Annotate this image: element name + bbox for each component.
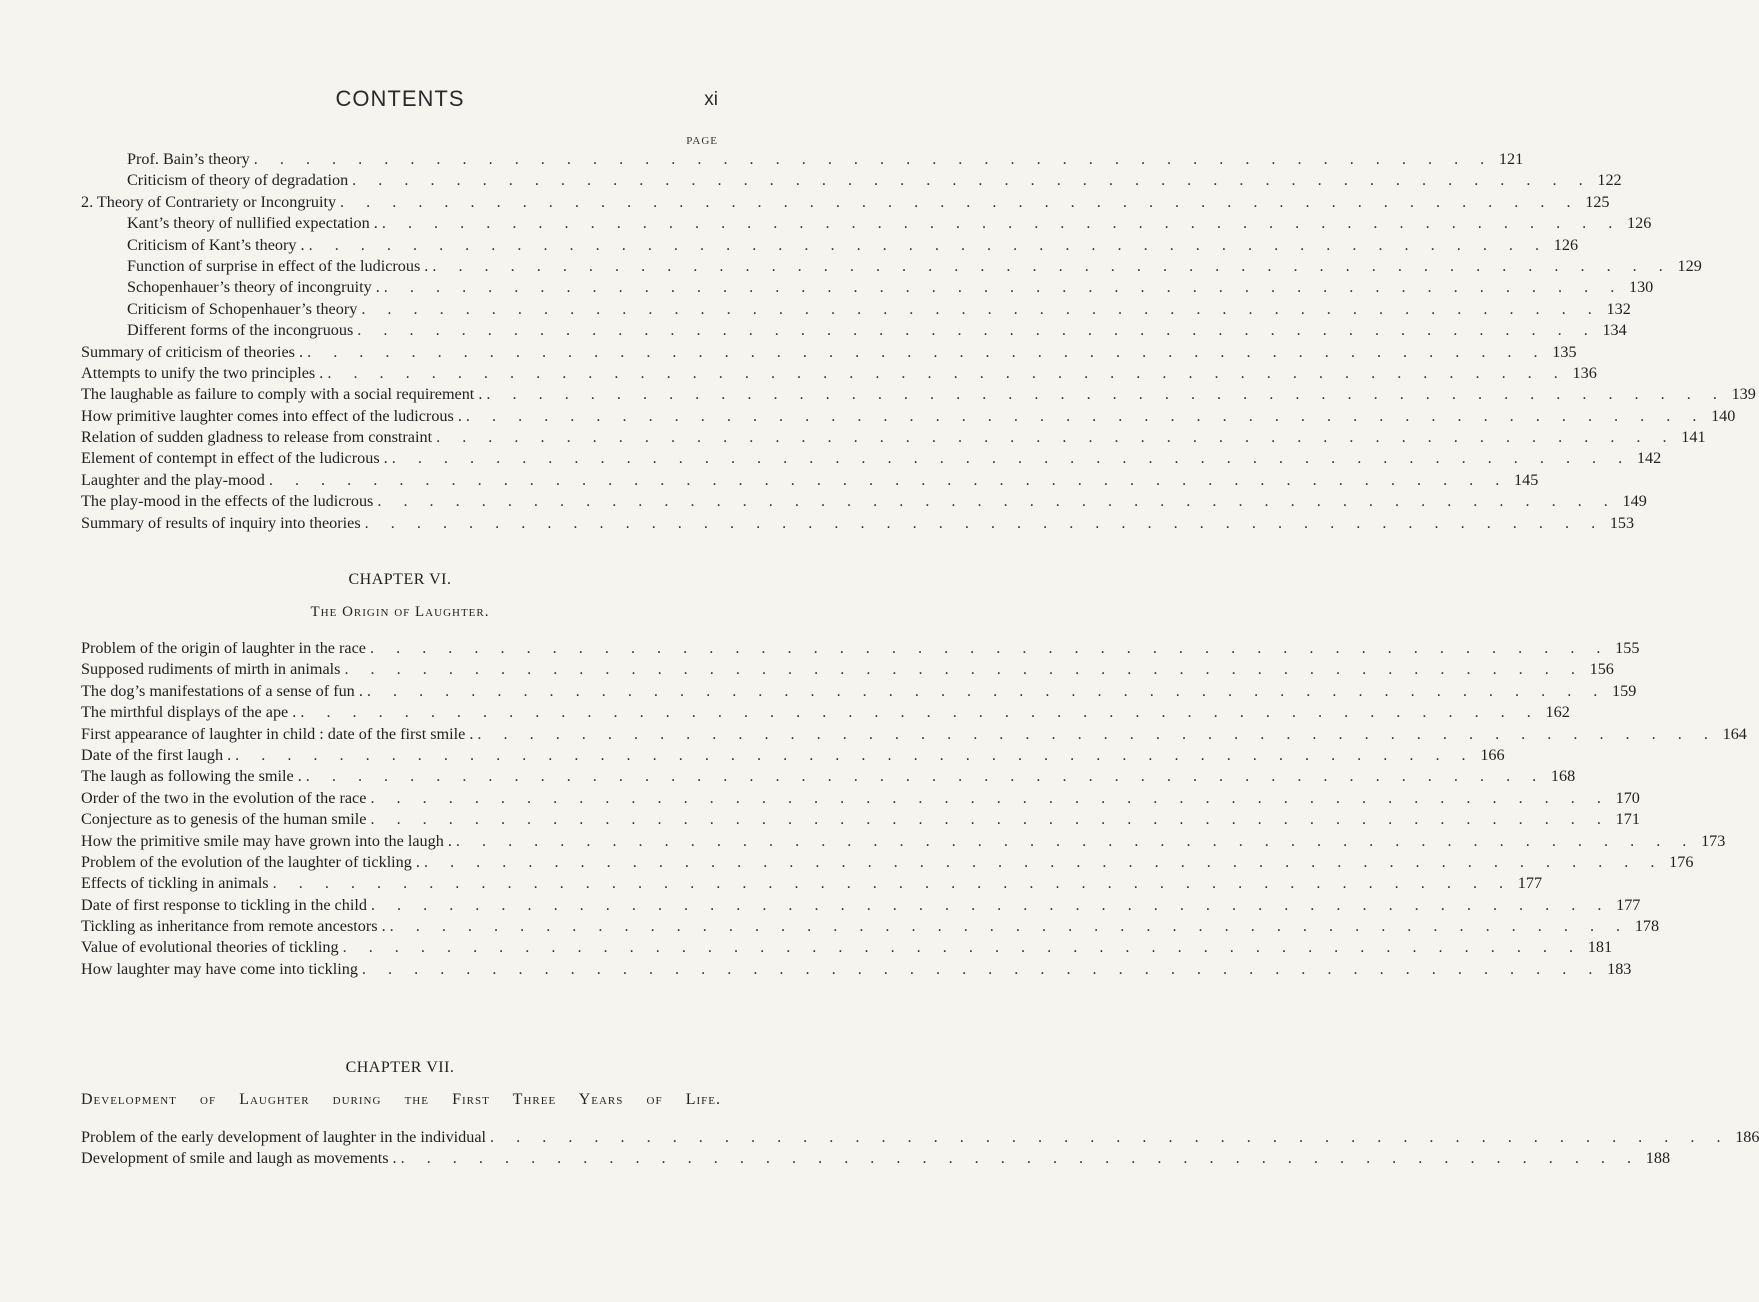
toc-entry-title: Prof. Bain’s theory [127, 150, 250, 168]
toc-entry [81, 659, 1614, 680]
toc-entry-title: Effects of tickling in animals [81, 874, 269, 893]
toc-entry-title: Problem of the origin of laughter in the race [81, 639, 366, 657]
toc-entry-title: First appearance of laughter in child : date of the first smile . [81, 724, 474, 743]
toc-entry [81, 363, 1597, 384]
dot-leader: . . . . . . . . . . . . . . . . . . . . . . . . . . . . . . . . . . . . . . . . . . . . . . . . [307, 342, 1547, 361]
toc-entry-title: Criticism of theory of degradation [127, 171, 349, 190]
chapter-vii-subtitle: Development of Laughter during the First Three Years of Life. [81, 1091, 721, 1108]
toc-entry-page-number: 121 [1498, 150, 1524, 168]
toc-entry-page-number: 166 [1480, 745, 1505, 764]
toc-entry-title: The dog’s manifestations of a sense of fun . [81, 681, 363, 700]
toc-entry-title: Function of surprise in effect of the ludicrous . [127, 256, 429, 275]
toc-entry [81, 916, 1660, 937]
toc-entry-title: The mirthful displays of the ape . [81, 703, 297, 722]
toc-entry [81, 384, 1756, 405]
toc-entry-title: The laughable as failure to comply with a social requirement . [81, 385, 483, 404]
toc-entry [81, 256, 1702, 277]
dot-leader: . . . . . . . . . . . . . . . . . . . . . . . . . . . . . . . . . . . . . . . . . . . . . . . . [423, 852, 1664, 871]
toc-entry [81, 681, 1637, 702]
toc-entry-page-number: 122 [1597, 171, 1622, 190]
toc-entry-title: Summary of results of inquiry into theories [81, 513, 361, 532]
toc-entry [81, 745, 1505, 766]
toc-entry-page-number: 177 [1616, 895, 1641, 914]
toc-entry [81, 170, 1622, 191]
toc-entry [81, 873, 1543, 894]
dot-leader: . . . . . . . . . . . . . . . . . . . . . . . . . . . . . . . . . . . . . . . . . . . . . . . . [465, 406, 1706, 425]
toc-entry-page-number: 126 [1627, 214, 1652, 233]
dot-leader: . . . . . . . . . . . . . . . . . . . . . . . . . . . . . . . . . . . . . . . . . . . . . . . . [364, 513, 1605, 532]
dot-leader: . . . . . . . . . . . . . . . . . . . . . . . . . . . . . . . . . . . . . . . . . . . . . . . . [370, 639, 1610, 657]
chapter-vii-heading: CHAPTER VII. [345, 1059, 455, 1076]
dot-leader: . . . . . . . . . . . . . . . . . . . . . . . . . . . . . . . . . . . . . . . . . . . . . . . . [370, 810, 1610, 829]
dot-leader: . . . . . . . . . . . . . . . . . . . . . . . . . . . . . . . . . . . . . . . . . . . . . . . . [436, 428, 1676, 447]
toc-entry-title: Element of contempt in effect of the ludicrous . [81, 449, 388, 468]
toc-entry [81, 831, 1726, 852]
toc-entry-page-number: 173 [1701, 831, 1726, 850]
toc-entry-page-number: 142 [1636, 449, 1662, 468]
toc-entry-page-number: 171 [1615, 810, 1640, 829]
toc-list-chapter-v-continued [81, 149, 1756, 534]
toc-entry-title: Laughter and the play-mood [81, 470, 265, 489]
dot-leader: . . . . . . . . . . . . . . . . . . . . . . . . . . . . . . . . . . . . . . . . . . . . . . . . [377, 492, 1617, 511]
dot-leader: . . . . . . . . . . . . . . . . . . . . . . . . . . . . . . . . . . . . . . . . . . . . . . . . [400, 1149, 1641, 1168]
dot-leader: . . . . . . . . . . . . . . . . . . . . . . . . . . . . . . . . . . . . . . . . . . . . . . . . [383, 278, 1624, 297]
dot-leader: . . . . . . . . . . . . . . . . . . . . . . . . . . . . . . . . . . . . . . . . . . . . . . . . [370, 895, 1611, 914]
toc-entry [81, 937, 1613, 958]
toc-entry-page-number: 186 [1735, 1128, 1759, 1146]
dot-leader: . . . . . . . . . . . . . . . . . . . . . . . . . . . . . . . . . . . . . . . . . . . . . . . . [432, 256, 1672, 275]
toc-entry [81, 149, 1524, 170]
toc-entry-page-number: 125 [1585, 192, 1610, 211]
toc-entry [81, 959, 1632, 980]
toc-entry-page-number: 178 [1634, 917, 1660, 936]
toc-entry-title: Supposed rudiments of mirth in animals [81, 660, 341, 679]
toc-entry-page-number: 181 [1587, 938, 1613, 957]
dot-leader: . . . . . . . . . . . . . . . . . . . . . . . . . . . . . . . . . . . . . . . . . . . . . . . . [308, 235, 1549, 254]
toc-entry-page-number: 156 [1589, 660, 1614, 679]
toc-entry-page-number: 164 [1722, 724, 1747, 743]
running-title: CONTENTS [335, 86, 465, 111]
toc-entry [81, 724, 1747, 745]
toc-entry-page-number: 136 [1572, 363, 1597, 382]
toc-entry-page-number: 141 [1681, 428, 1706, 447]
toc-entry-title: Conjecture as to genesis of the human smile [81, 810, 367, 829]
toc-entry [81, 213, 1652, 234]
toc-entry-title: How the primitive smile may have grown into the laugh . [81, 831, 452, 850]
toc-entry-page-number: 155 [1615, 639, 1640, 657]
dot-leader: . . . . . . . . . . . . . . . . . . . . . . . . . . . . . . . . . . . . . . . . . . . . . . . . [361, 959, 1602, 978]
toc-entry [81, 766, 1576, 787]
toc-entry-page-number: 140 [1711, 406, 1736, 425]
toc-entry [81, 1127, 1759, 1148]
toc-entry-page-number: 168 [1550, 767, 1576, 786]
dot-leader: . . . . . . . . . . . . . . . . . . . . . . . . . . . . . . . . . . . . . . . . . . . . . . . . [305, 767, 1546, 786]
toc-entry-title: Kant’s theory of nullified expectation . [127, 214, 378, 233]
toc-entry-page-number: 153 [1609, 513, 1635, 532]
dot-leader: . . . . . . . . . . . . . . . . . . . . . . . . . . . . . . . . . . . . . . . . . . . . . . . . [344, 660, 1584, 679]
toc-entry [81, 895, 1641, 916]
toc-entry [81, 702, 1570, 723]
dot-leader: . . . . . . . . . . . . . . . . . . . . . . . . . . . . . . . . . . . . . . . . . . . . . . . . [389, 917, 1630, 936]
chapter-vi-heading: CHAPTER VI. [348, 571, 452, 588]
dot-leader: . . . . . . . . . . . . . . . . . . . . . . . . . . . . . . . . . . . . . . . . . . . . . . . . [370, 788, 1610, 807]
toc-entry-title: The laugh as following the smile . [81, 767, 302, 786]
running-head [0, 86, 800, 116]
toc-entry-page-number: 162 [1545, 703, 1570, 722]
toc-entry-page-number: 134 [1602, 321, 1627, 340]
toc-entry-title: Problem of the evolution of the laughter of tickling . [81, 852, 420, 871]
toc-entry-page-number: 159 [1612, 681, 1637, 700]
toc-entry-title: Summary of criticism of theories . [81, 342, 304, 361]
toc-entry-page-number: 145 [1514, 470, 1539, 489]
dot-leader: . . . . . . . . . . . . . . . . . . . . . . . . . . . . . . . . . . . . . . . . . . . . . . . . [486, 385, 1726, 404]
toc-entry-page-number: 177 [1517, 874, 1543, 893]
toc-entry-title: How laughter may have come into tickling [81, 959, 358, 978]
toc-entry-page-number: 129 [1677, 256, 1702, 275]
toc-entry-title: How primitive laughter comes into effect of the ludicrous . [81, 406, 462, 425]
toc-entry [81, 852, 1694, 873]
toc-entry-title: Date of first response to tickling in the child [81, 895, 367, 914]
dot-leader: . . . . . . . . . . . . . . . . . . . . . . . . . . . . . . . . . . . . . . . . . . . . . . . . [340, 192, 1580, 211]
toc-entry [81, 277, 1654, 298]
page-column-label: PAGE [686, 135, 718, 147]
toc-entry-title: Attempts to unify the two principles . [81, 363, 324, 382]
toc-entry [81, 638, 1640, 659]
toc-entry [81, 470, 1539, 491]
dot-leader: . . . . . . . . . . . . . . . . . . . . . . . . . . . . . . . . . . . . . . . . . . . . . . . . [381, 214, 1622, 233]
toc-entry [81, 1148, 1671, 1169]
toc-entry-page-number: 188 [1645, 1149, 1671, 1168]
toc-entry-title: Problem of the early development of laughter in the individual [81, 1128, 487, 1146]
dot-leader: . . . . . . . . . . . . . . . . . . . . . . . . . . . . . . . . . . . . . . . . . . . . . . . . [357, 321, 1597, 340]
toc-entry-title: Tickling as inheritance from remote ancestors . [81, 917, 386, 936]
dot-leader: . . . . . . . . . . . . . . . . . . . . . . . . . . . . . . . . . . . . . . . . . . . . . . . . [455, 831, 1696, 850]
toc-entry-page-number: 132 [1606, 299, 1631, 318]
toc-entry-title: Criticism of Kant’s theory . [127, 235, 305, 254]
toc-entry-page-number: 183 [1607, 959, 1632, 978]
dot-leader: . . . . . . . . . . . . . . . . . . . . . . . . . . . . . . . . . . . . . . . . . . . . . . . . [366, 681, 1607, 700]
toc-entry-title: Date of the first laugh . [81, 745, 232, 764]
toc-entry-title: Relation of sudden gladness to release from constraint [81, 428, 433, 447]
toc-entry-title: Schopenhauer’s theory of incongruity . [127, 278, 380, 297]
toc-entry-page-number: 176 [1669, 852, 1694, 871]
toc-entry-title: Different forms of the incongruous [127, 321, 354, 340]
toc-list-chapter-vii [81, 1127, 1759, 1170]
dot-leader: . . . . . . . . . . . . . . . . . . . . . . . . . . . . . . . . . . . . . . . . . . . . . . . . [361, 299, 1601, 318]
dot-leader: . . . . . . . . . . . . . . . . . . . . . . . . . . . . . . . . . . . . . . . . . . . . . . . . [342, 938, 1583, 957]
toc-list-chapter-vi [81, 638, 1747, 980]
dot-leader: . . . . . . . . . . . . . . . . . . . . . . . . . . . . . . . . . . . . . . . . . . . . . . . . [352, 171, 1592, 190]
toc-entry [81, 809, 1640, 830]
toc-entry-page-number: 135 [1552, 342, 1577, 361]
toc-entry [81, 320, 1627, 341]
toc-entry-page-number: 130 [1628, 278, 1654, 297]
dot-leader: . . . . . . . . . . . . . . . . . . . . . . . . . . . . . . . . . . . . . . . . . . . . . . . . [477, 724, 1717, 743]
dot-leader: . . . . . . . . . . . . . . . . . . . . . . . . . . . . . . . . . . . . . . . . . . . . . . . . [253, 150, 1494, 168]
toc-entry [81, 406, 1736, 427]
toc-entry [81, 427, 1706, 448]
toc-entry [81, 235, 1579, 256]
toc-entry-title: Criticism of Schopenhauer’s theory [127, 299, 358, 318]
toc-entry [81, 299, 1631, 320]
toc-entry-page-number: 126 [1553, 235, 1579, 254]
toc-entry [81, 491, 1647, 512]
toc-entry-title: Development of smile and laugh as movements . [81, 1149, 397, 1168]
toc-entry [81, 448, 1662, 469]
toc-entry [81, 788, 1640, 809]
toc-entry-title: The play-mood in the effects of the ludicrous [81, 492, 374, 511]
toc-entry [81, 342, 1577, 363]
toc-entry-title: 2. Theory of Contrariety or Incongruity [81, 192, 337, 211]
toc-entry-page-number: 170 [1615, 788, 1640, 807]
toc-entry [81, 513, 1635, 534]
dot-leader: . . . . . . . . . . . . . . . . . . . . . . . . . . . . . . . . . . . . . . . . . . . . . . . . [327, 363, 1567, 382]
folio-page-number: xi [704, 89, 718, 110]
toc-entry [81, 192, 1610, 213]
toc-entry-page-number: 139 [1731, 385, 1756, 404]
chapter-vi-subtitle: The Origin of Laughter. [310, 604, 490, 620]
toc-entry-page-number: 149 [1622, 492, 1647, 511]
dot-leader: . . . . . . . . . . . . . . . . . . . . . . . . . . . . . . . . . . . . . . . . . . . . . . . . [490, 1128, 1730, 1146]
toc-entry-title: Value of evolutional theories of tickling [81, 938, 339, 957]
dot-leader: . . . . . . . . . . . . . . . . . . . . . . . . . . . . . . . . . . . . . . . . . . . . . . . . [391, 449, 1632, 468]
dot-leader: . . . . . . . . . . . . . . . . . . . . . . . . . . . . . . . . . . . . . . . . . . . . . . . . [272, 874, 1513, 893]
dot-leader: . . . . . . . . . . . . . . . . . . . . . . . . . . . . . . . . . . . . . . . . . . . . . . . . [268, 470, 1509, 489]
toc-entry-title: Order of the two in the evolution of the race [81, 788, 367, 807]
dot-leader: . . . . . . . . . . . . . . . . . . . . . . . . . . . . . . . . . . . . . . . . . . . . . . . . [300, 703, 1540, 722]
dot-leader: . . . . . . . . . . . . . . . . . . . . . . . . . . . . . . . . . . . . . . . . . . . . . . . . [235, 745, 1475, 764]
